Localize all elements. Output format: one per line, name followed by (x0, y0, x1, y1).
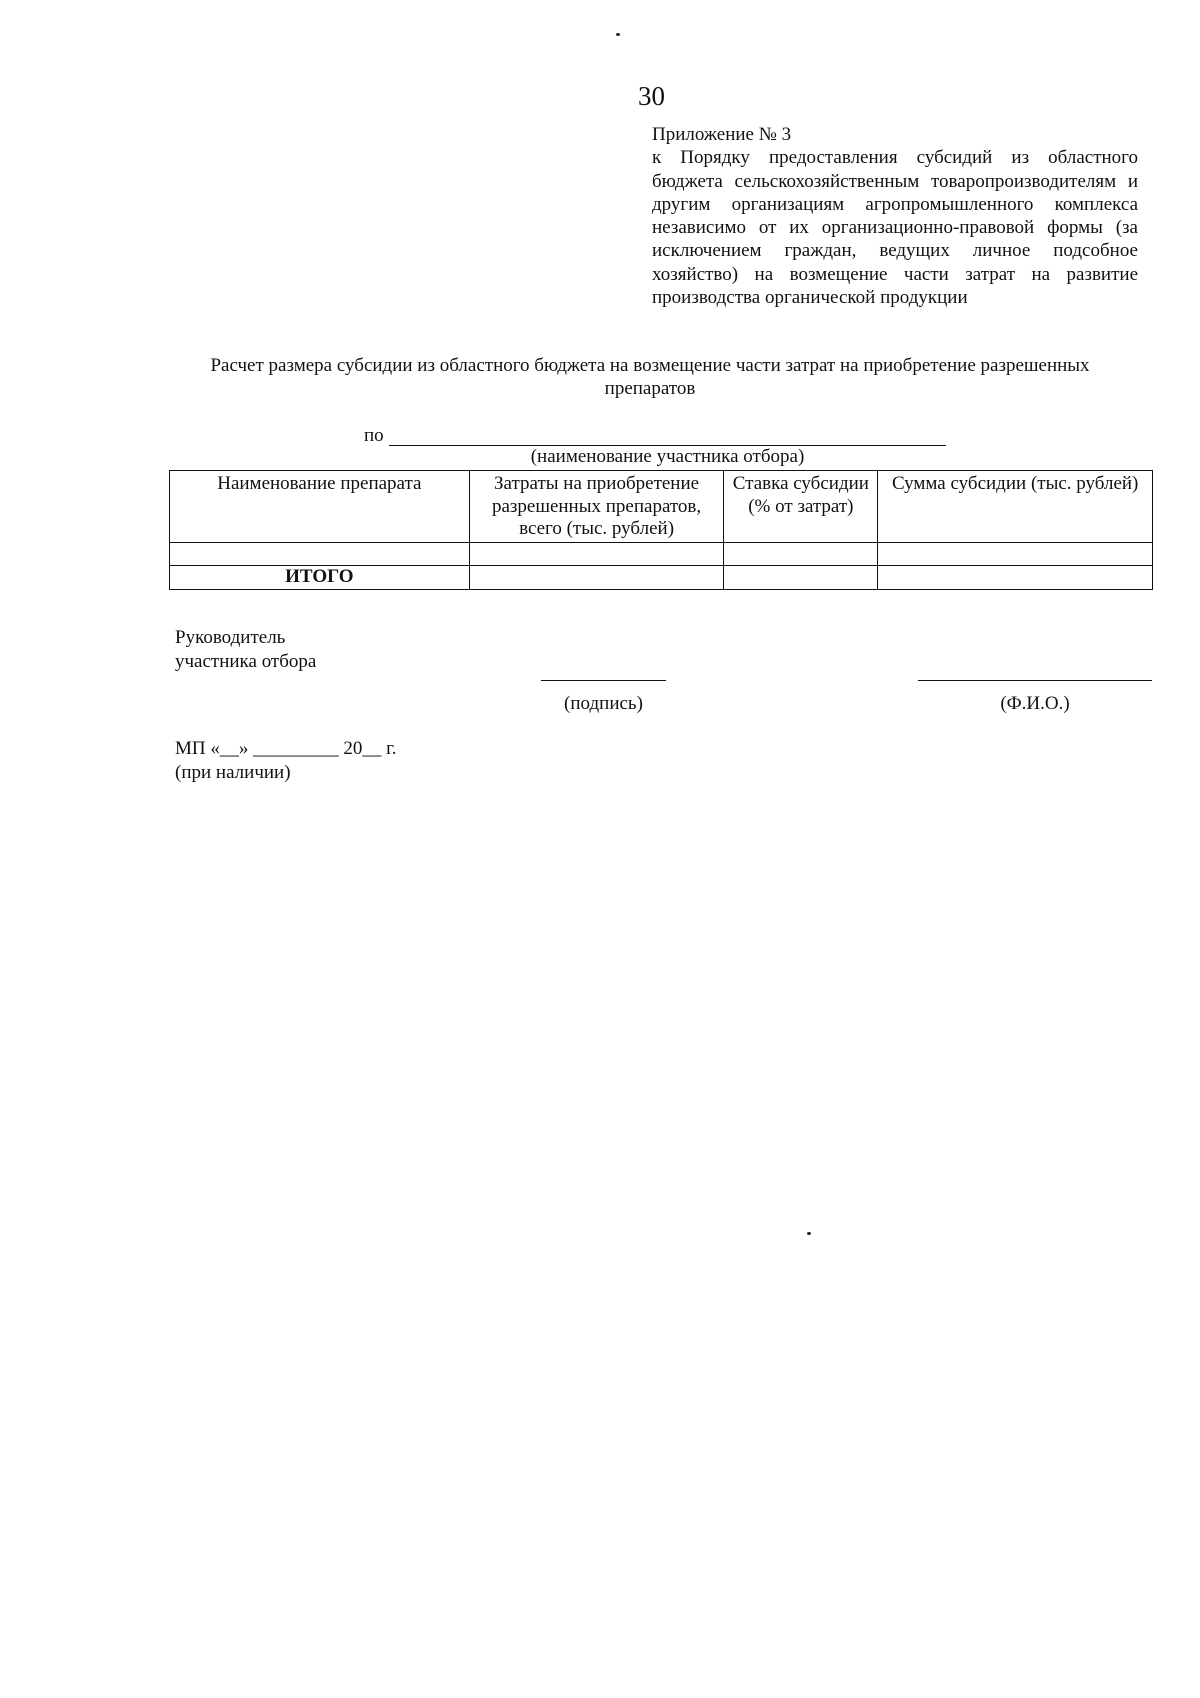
full-name-caption: (Ф.И.О.) (1000, 693, 1070, 714)
total-cell-rate[interactable] (724, 566, 878, 590)
table-cell[interactable] (469, 543, 724, 566)
signature-caption: (подпись) (564, 693, 643, 714)
table-cell[interactable] (170, 543, 470, 566)
head-label-line2: участника отбора (175, 651, 317, 672)
head-of-participant-label (175, 626, 316, 674)
table-row (170, 543, 1153, 566)
appendix-text: к Порядку предоставления субсидий из областного бюджета сельскохозяйственным товаропроизводителям и другим организациям агропромышленного комплекса независимо от их организационно-правовой формы (за исключением граждан, ведущих личное подсобное хозяйство) на возмещение части затрат на развитие производства органической продукции (652, 147, 1138, 309)
participant-prefix: по (364, 425, 384, 446)
page-number: 30 (638, 81, 665, 111)
head-label-line1: Руководитель (175, 627, 286, 648)
col-header-preparation-name: Наименование препарата (170, 471, 470, 543)
table-header-row (170, 471, 1153, 543)
subsidy-calculation-table (169, 470, 1153, 590)
participant-caption: (наименование участника отбора) (530, 446, 805, 467)
col-header-subsidy-rate: Ставка субсидии (% от затрат) (724, 471, 878, 543)
document-title: Расчет размера субсидии из областного бюджета на возмещение части затрат на приобретение разрешенных препаратов (210, 355, 1090, 399)
scan-speck (616, 33, 620, 36)
table-cell[interactable] (724, 543, 878, 566)
total-label: ИТОГО (170, 566, 470, 590)
stamp-date-line: МП «__» _________ 20__ г. (175, 738, 397, 759)
table-total-row (170, 566, 1153, 590)
col-header-subsidy-amount: Сумма субсидии (тыс. рублей) (878, 471, 1153, 543)
col-header-costs: Затраты на приобретение разрешенных препаратов, всего (тыс. рублей) (469, 471, 724, 543)
full-name-field[interactable] (918, 680, 1152, 681)
table-cell[interactable] (878, 543, 1153, 566)
appendix-title: Приложение № 3 (652, 124, 792, 145)
stamp-note: (при наличии) (175, 762, 291, 783)
total-cell-amount[interactable] (878, 566, 1153, 590)
scan-speck (807, 1232, 811, 1235)
appendix-header (652, 123, 1138, 309)
signature-field[interactable] (541, 680, 666, 681)
total-cell-costs[interactable] (469, 566, 724, 590)
